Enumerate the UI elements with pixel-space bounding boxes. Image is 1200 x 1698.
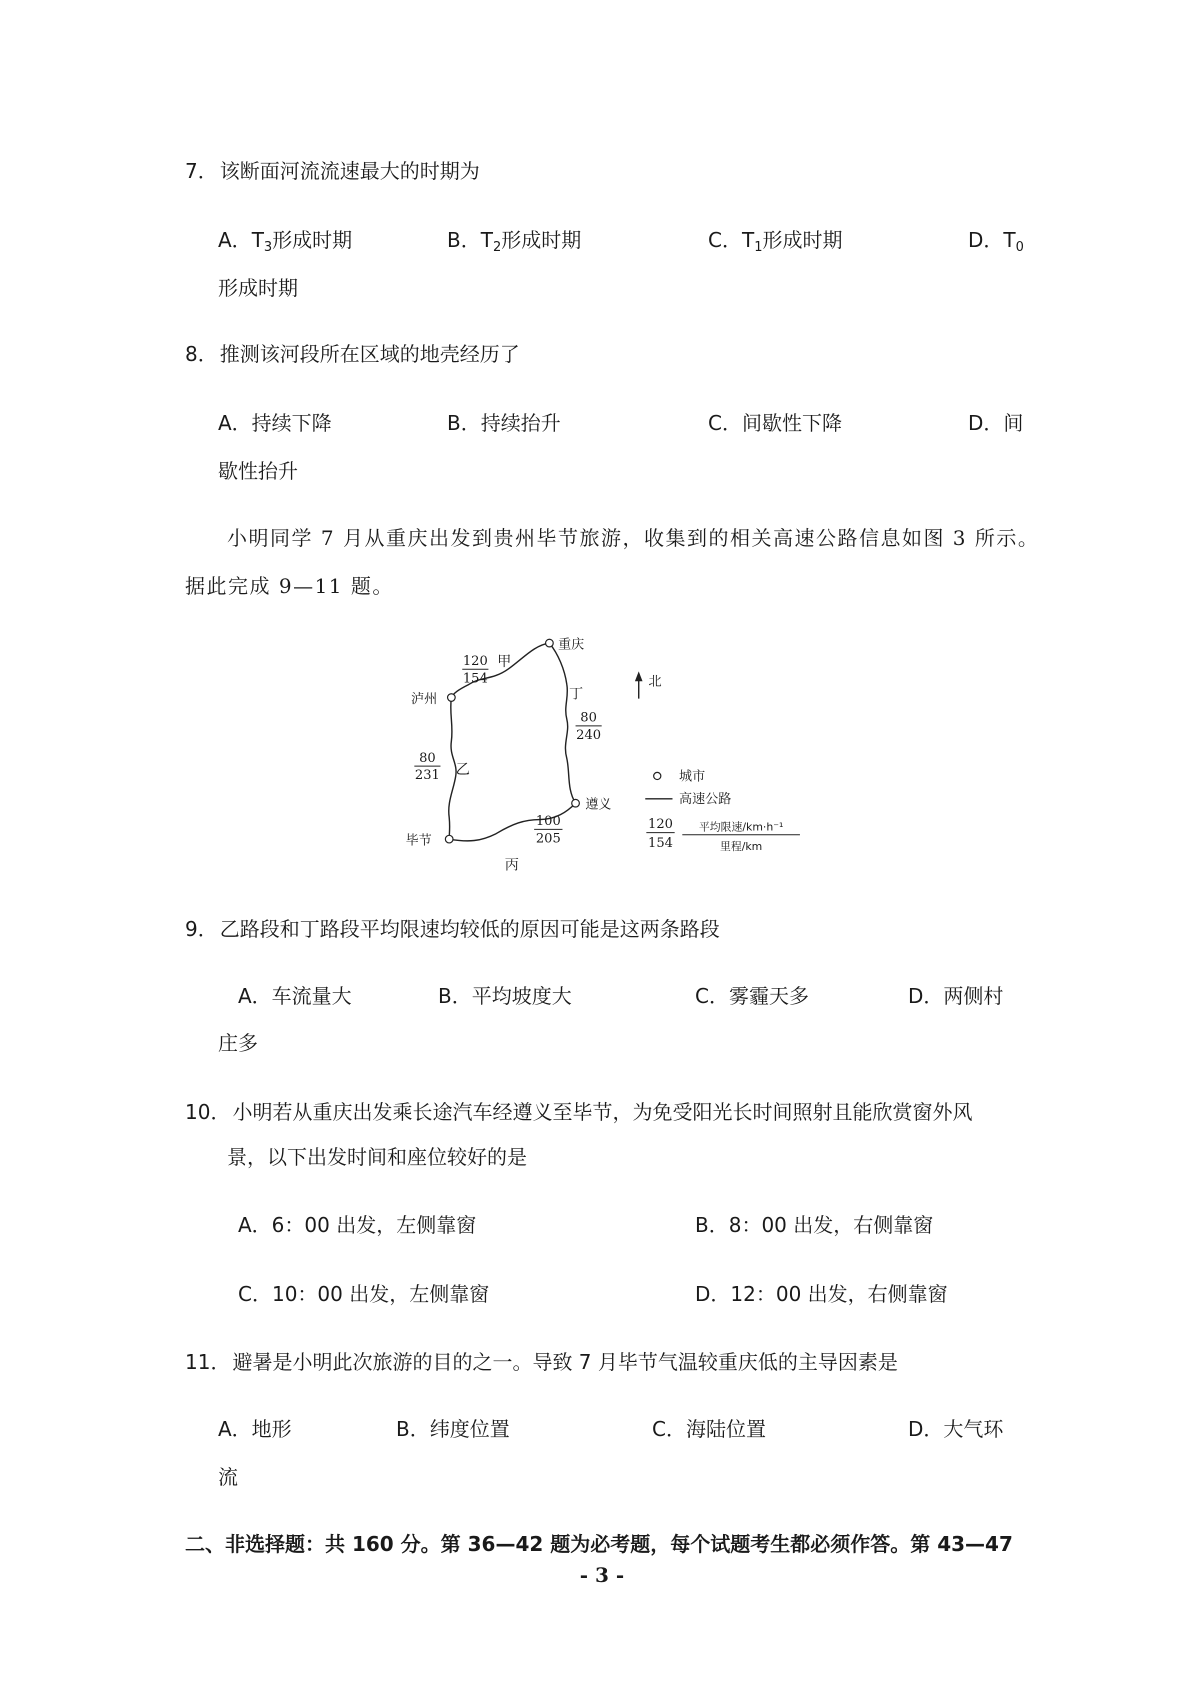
legend-speed-unit: 平均限速/km·h⁻¹ <box>698 820 784 834</box>
question-10-option-d: D．12：00 出发，右侧靠窗 <box>695 1282 948 1306</box>
option-label: A． <box>218 228 252 252</box>
question-8-option-a: A．持续下降 <box>218 411 332 435</box>
question-text: 避暑是小明此次旅游的目的之一。导致 7 月毕节气温较重庆低的主导因素是 <box>232 1350 898 1374</box>
question-10-option-b: B．8：00 出发，右侧靠窗 <box>695 1213 934 1237</box>
question-8-option-b: B．持续抬升 <box>447 411 561 435</box>
city-label-luzhou: 泸州 <box>411 691 438 707</box>
question-8-option-c: C．间歇性下降 <box>708 411 842 435</box>
intro-paragraph-line-2: 据此完成 9—11 题。 <box>185 574 394 598</box>
question-7-option-a <box>218 228 353 255</box>
city-label-chongqing: 重庆 <box>558 637 585 653</box>
question-11-option-d: D．大气环 <box>908 1417 1004 1441</box>
question-text: 该断面河流流速最大的时期为 <box>219 159 480 183</box>
question-8-stem <box>185 342 520 366</box>
question-9-option-c: C．雾霾天多 <box>695 984 809 1008</box>
question-9-stem <box>185 917 720 941</box>
road-jia-distance: 154 <box>462 671 488 687</box>
question-10-stem <box>185 1100 972 1124</box>
road-ding-distance: 240 <box>576 727 602 743</box>
road-bing-distance: 205 <box>535 831 561 847</box>
question-number: 10． <box>185 1100 231 1124</box>
question-7-stem <box>185 159 480 183</box>
option-label: D． <box>968 228 1004 252</box>
option-symbol: T <box>741 228 755 252</box>
north-label: 北 <box>648 674 662 690</box>
question-11-option-c: C．海陆位置 <box>652 1417 766 1441</box>
option-symbol: T <box>1003 228 1016 252</box>
question-9-option-a: A．车流量大 <box>238 984 352 1008</box>
city-marker-icon <box>546 639 554 647</box>
road-label-yi: 乙 <box>455 761 470 778</box>
option-label: B． <box>447 228 481 252</box>
question-9-option-b: B．平均坡度大 <box>438 984 572 1008</box>
road-bing-speed: 100 <box>535 813 561 829</box>
road-ding-speed: 80 <box>580 710 597 726</box>
question-11-option-d-wrap: 流 <box>218 1465 238 1489</box>
question-11-option-a: A．地形 <box>218 1417 292 1441</box>
legend-distance-unit: 里程/km <box>719 840 763 854</box>
question-7-option-d-wrap: 形成时期 <box>218 276 298 300</box>
option-symbol: T <box>480 228 493 252</box>
question-10-option-c: C．10：00 出发，左侧靠窗 <box>238 1282 490 1306</box>
road-yi-distance: 231 <box>414 768 440 784</box>
road-label-bing: 丙 <box>504 857 519 874</box>
legend-highway-label: 高速公路 <box>679 792 732 808</box>
question-text: 小明若从重庆出发乘长途汽车经遵义至毕节，为免受阳光长时间照射且能欣赏窗外风 <box>232 1100 973 1124</box>
road-jia-speed: 120 <box>462 653 488 669</box>
city-marker-icon <box>448 694 456 702</box>
question-number: 9． <box>185 917 218 941</box>
question-8-option-d-wrap: 歇性抬升 <box>218 459 298 483</box>
option-symbol: T <box>251 228 264 252</box>
question-7-option-d <box>968 228 1024 255</box>
option-subscript: 1 <box>754 240 763 255</box>
question-number: 7． <box>185 159 218 183</box>
road-yi-speed: 80 <box>419 750 436 766</box>
option-text: 形成时期 <box>501 228 582 252</box>
city-label-bijie: 毕节 <box>405 833 432 849</box>
question-number: 11． <box>185 1350 231 1374</box>
option-text: 形成时期 <box>272 228 353 252</box>
question-9-option-d-wrap: 庄多 <box>218 1031 258 1055</box>
road-label-jia: 甲 <box>497 653 512 670</box>
road-ding <box>549 643 575 803</box>
intro-paragraph-line-1: 小明同学 7 月从重庆出发到贵州毕节旅游，收集到的相关高速公路信息如图 3 所示。 <box>227 526 1040 550</box>
city-marker-icon <box>445 835 453 843</box>
option-subscript: 2 <box>492 240 502 255</box>
question-8-option-d: D．间 <box>968 411 1024 435</box>
option-subscript: 3 <box>263 240 273 255</box>
question-7-option-b <box>447 228 582 255</box>
option-subscript: 0 <box>1015 240 1024 255</box>
question-10-option-a: A．6：00 出发，左侧靠窗 <box>238 1213 477 1237</box>
question-11-stem <box>185 1350 898 1374</box>
city-marker-icon <box>572 799 580 807</box>
question-11-option-b: B．纬度位置 <box>396 1417 510 1441</box>
route-map <box>401 630 810 874</box>
section-heading: 二、非选择题：共 160 分。第 36—42 题为必考题，每个试题考生都必须作答。第 43—47 <box>185 1532 1013 1556</box>
option-text: 形成时期 <box>762 228 843 252</box>
road-label-ding: 丁 <box>569 686 584 703</box>
question-text: 乙路段和丁路段平均限速均较低的原因可能是这两条路段 <box>219 917 720 941</box>
question-text: 推测该河段所在区域的地壳经历了 <box>219 342 520 366</box>
legend-sample-speed: 120 <box>648 817 673 833</box>
question-9-option-d: D．两侧村 <box>908 984 1004 1008</box>
legend-sample-distance: 154 <box>648 835 673 851</box>
north-arrowhead-icon <box>635 671 643 681</box>
option-label: C． <box>708 228 742 252</box>
legend-city-icon <box>654 772 661 779</box>
question-10-stem-continued: 景，以下出发时间和座位较好的是 <box>227 1145 527 1169</box>
question-7-option-c <box>708 228 843 255</box>
question-number: 8． <box>185 342 218 366</box>
page-number: - 3 - <box>579 1563 625 1587</box>
city-label-zunyi: 遵义 <box>585 797 612 813</box>
legend-city-label: 城市 <box>679 769 706 785</box>
